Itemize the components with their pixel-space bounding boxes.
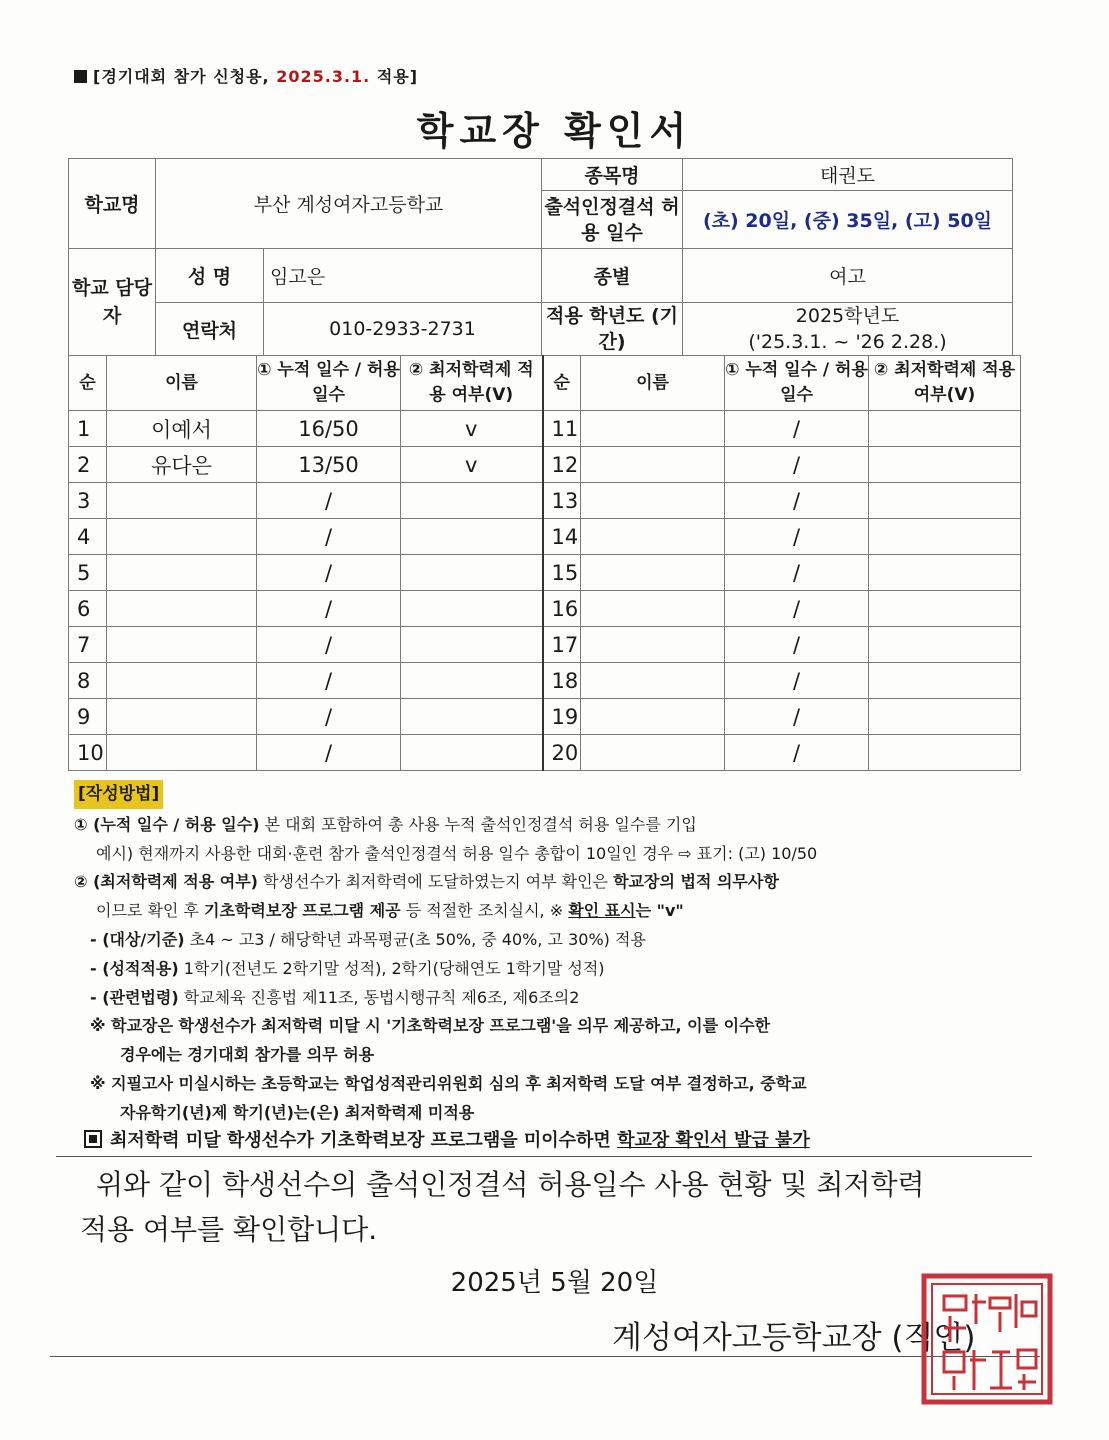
col-check-left: ② 최저학력제 적용 여부(V) (401, 356, 543, 411)
student-no: 8 (69, 663, 107, 699)
cumulative-days: / (725, 411, 869, 447)
min-academic-check (869, 735, 1021, 771)
boxed-square-icon (84, 1130, 102, 1148)
roster-body (69, 356, 1021, 771)
min-academic-check (401, 519, 543, 555)
min-academic-check (869, 627, 1021, 663)
year-value: 2025학년도 (795, 305, 900, 327)
warning-note: 최저학력 미달 학생선수가 기초학력보장 프로그램을 미이수하면 학교장 확인서 발급 불가 (84, 1126, 810, 1152)
col-name-right: 이름 (581, 356, 725, 411)
cumulative-days: / (257, 519, 401, 555)
min-academic-check: v (401, 411, 543, 447)
student-name (581, 663, 725, 699)
table-row (69, 483, 1021, 519)
table-row (69, 519, 1021, 555)
warning-emphasis: 학교장 확인서 발급 불가 (617, 1130, 810, 1151)
event-value: 태권도 (683, 159, 1013, 191)
cumulative-days: / (725, 663, 869, 699)
col-days-right: ① 누적 일수 / 허용 일수 (725, 356, 869, 411)
student-name (107, 483, 257, 519)
col-no-left: 순 (69, 356, 107, 411)
contact-label: 연락처 (156, 303, 264, 356)
confirmation-statement: 위와 같이 학생선수의 출석인정결석 허용일수 사용 현황 및 최저학력 적용 여부를 확인합니다. (80, 1168, 925, 1246)
min-academic-check (401, 735, 543, 771)
student-no: 4 (69, 519, 107, 555)
min-academic-check (869, 411, 1021, 447)
student-no: 13 (543, 483, 581, 519)
student-name (107, 591, 257, 627)
cumulative-days: / (725, 447, 869, 483)
student-no: 14 (543, 519, 581, 555)
student-no: 9 (69, 699, 107, 735)
student-no: 7 (69, 627, 107, 663)
period-value: ('25.3.1. ~ '26 2.28.) (748, 331, 947, 353)
cumulative-days: / (257, 735, 401, 771)
instruction-line: 이므로 확인 후 기초학력보장 프로그램 제공 등 적절한 조치실시, ※ 확인 표시는 "v" (96, 901, 684, 921)
student-name (581, 627, 725, 663)
year-label: 적용 학년도 (기간) (542, 303, 683, 356)
principal-signature: 계성여자고등학교장 (직인) (612, 1320, 976, 1356)
student-name (581, 447, 725, 483)
cumulative-days: 13/50 (257, 447, 401, 483)
student-no: 5 (69, 555, 107, 591)
tagline-date: 2025.3.1. (276, 67, 371, 86)
info-table (68, 158, 1013, 356)
student-name (581, 411, 725, 447)
min-academic-check (401, 555, 543, 591)
min-academic-check (869, 519, 1021, 555)
min-academic-check (401, 591, 543, 627)
student-name: 이예서 (107, 411, 257, 447)
table-row (69, 591, 1021, 627)
cumulative-days: / (725, 555, 869, 591)
table-row (69, 627, 1021, 663)
cumulative-days: / (257, 699, 401, 735)
cumulative-days: / (257, 555, 401, 591)
student-name (581, 735, 725, 771)
student-name (581, 699, 725, 735)
min-academic-check (401, 483, 543, 519)
col-days-left: ① 누적 일수 / 허용 일수 (257, 356, 401, 411)
col-name-left: 이름 (107, 356, 257, 411)
divider (56, 1156, 1032, 1157)
table-row (69, 555, 1021, 591)
attendance-label: 출석인정결석 허용 일수 (542, 191, 683, 249)
cumulative-days: 16/50 (257, 411, 401, 447)
student-name (581, 591, 725, 627)
cumulative-days: / (725, 627, 869, 663)
type-label: 종별 (542, 249, 683, 303)
school-value: 부산 계성여자고등학교 (156, 159, 542, 249)
student-name (107, 699, 257, 735)
student-name (581, 483, 725, 519)
student-name: 유다은 (107, 447, 257, 483)
type-value: 여고 (683, 249, 1013, 303)
student-no: 3 (69, 483, 107, 519)
tagline-prefix: [경기대회 참가 신청용, (93, 67, 270, 86)
min-academic-check (869, 555, 1021, 591)
min-academic-check (401, 699, 543, 735)
table-row (69, 699, 1021, 735)
cumulative-days: / (725, 591, 869, 627)
instructions-section (74, 780, 1034, 1128)
student-no: 20 (543, 735, 581, 771)
student-name (581, 519, 725, 555)
student-no: 19 (543, 699, 581, 735)
student-no: 12 (543, 447, 581, 483)
cumulative-days: / (725, 735, 869, 771)
student-no: 2 (69, 447, 107, 483)
min-academic-check (401, 627, 543, 663)
instruction-line: 경우에는 경기대회 참가를 의무 허용 (120, 1045, 375, 1065)
official-seal-icon (920, 1272, 1054, 1406)
student-name (107, 519, 257, 555)
year-cell (683, 303, 1013, 356)
cumulative-days: / (725, 699, 869, 735)
tagline-suffix: 적용] (376, 67, 419, 86)
instruction-line: ※ 학교장은 학생선수가 최저학력 미달 시 '기초학력보장 프로그램'을 의무 제공하고, 이를 이수한 (90, 1016, 771, 1036)
form-tagline (74, 64, 418, 87)
instructions-heading: [작성방법] (74, 780, 163, 809)
instruction-line: ① (누적 일수 / 허용 일수) 본 대회 포함하여 총 사용 누적 출석인정결석 허용 일수를 기입 (74, 814, 697, 834)
min-academic-check: v (401, 447, 543, 483)
contact-value: 010-2933-2731 (264, 303, 542, 356)
table-row (69, 735, 1021, 771)
roster-header-row (69, 356, 1021, 411)
event-label: 종목명 (542, 159, 683, 191)
divider (50, 1356, 1040, 1357)
min-academic-check (869, 591, 1021, 627)
instruction-line: - (대상/기준) 초4 ~ 고3 / 해당학년 과목평균(초 50%, 중 40%, 고 30%) 적용 (90, 929, 646, 949)
student-no: 1 (69, 411, 107, 447)
student-no: 6 (69, 591, 107, 627)
student-no: 15 (543, 555, 581, 591)
min-academic-check (869, 663, 1021, 699)
square-bullet-icon (74, 70, 87, 83)
min-academic-check (869, 447, 1021, 483)
student-no: 10 (69, 735, 107, 771)
student-no: 17 (543, 627, 581, 663)
instruction-line: 예시) 현재까지 사용한 대회·훈련 참가 출석인정결석 허용 일수 총합이 10일인 경우 ⇨ 표기: (고) 10/50 (96, 843, 818, 863)
issue-date: 2025년 5월 20일 (450, 1268, 659, 1298)
min-academic-check (869, 699, 1021, 735)
instruction-line: 자유학기(년)제 학기(년)는(은) 최저학력제 미적용 (120, 1102, 475, 1122)
student-roster-table (68, 355, 1021, 771)
staff-label: 학교 담당자 (69, 249, 156, 356)
instruction-line: - (관련법령) 학교체육 진흥법 제11조, 동법시행규칙 제6조, 제6조의2 (90, 987, 580, 1007)
student-name (107, 735, 257, 771)
cumulative-days: / (257, 591, 401, 627)
name-value: 임고은 (264, 249, 542, 303)
min-academic-check (401, 663, 543, 699)
student-name (581, 555, 725, 591)
table-row (69, 663, 1021, 699)
student-no: 11 (543, 411, 581, 447)
col-check-right: ② 최저학력제 적용 여부(V) (869, 356, 1021, 411)
cumulative-days: / (257, 663, 401, 699)
cumulative-days: / (257, 483, 401, 519)
student-name (107, 555, 257, 591)
table-row (69, 411, 1021, 447)
col-no-right: 순 (543, 356, 581, 411)
student-name (107, 627, 257, 663)
page-title: 학교장 확인서 (416, 109, 693, 153)
school-label: 학교명 (69, 159, 156, 249)
instruction-line: ② (최저학력제 적용 여부) 학생선수가 최저학력에 도달하였는지 여부 확인은 학교장의 법적 의무사항 (74, 872, 779, 892)
table-row (69, 447, 1021, 483)
instruction-line: ※ 지필고사 미실시하는 초등학교는 학업성적관리위원회 심의 후 최저학력 도달 여부 결정하고, 중학교 (90, 1073, 807, 1093)
student-no: 18 (543, 663, 581, 699)
instruction-line: - (성적적용) 1학기(전년도 2학기말 성적), 2학기(당해연도 1학기말 성적) (90, 958, 605, 978)
student-no: 16 (543, 591, 581, 627)
cumulative-days: / (725, 483, 869, 519)
min-academic-check (869, 483, 1021, 519)
cumulative-days: / (257, 627, 401, 663)
name-label: 성 명 (156, 249, 264, 303)
attendance-value: (초) 20일, (중) 35일, (고) 50일 (683, 191, 1013, 249)
student-name (107, 663, 257, 699)
cumulative-days: / (725, 519, 869, 555)
